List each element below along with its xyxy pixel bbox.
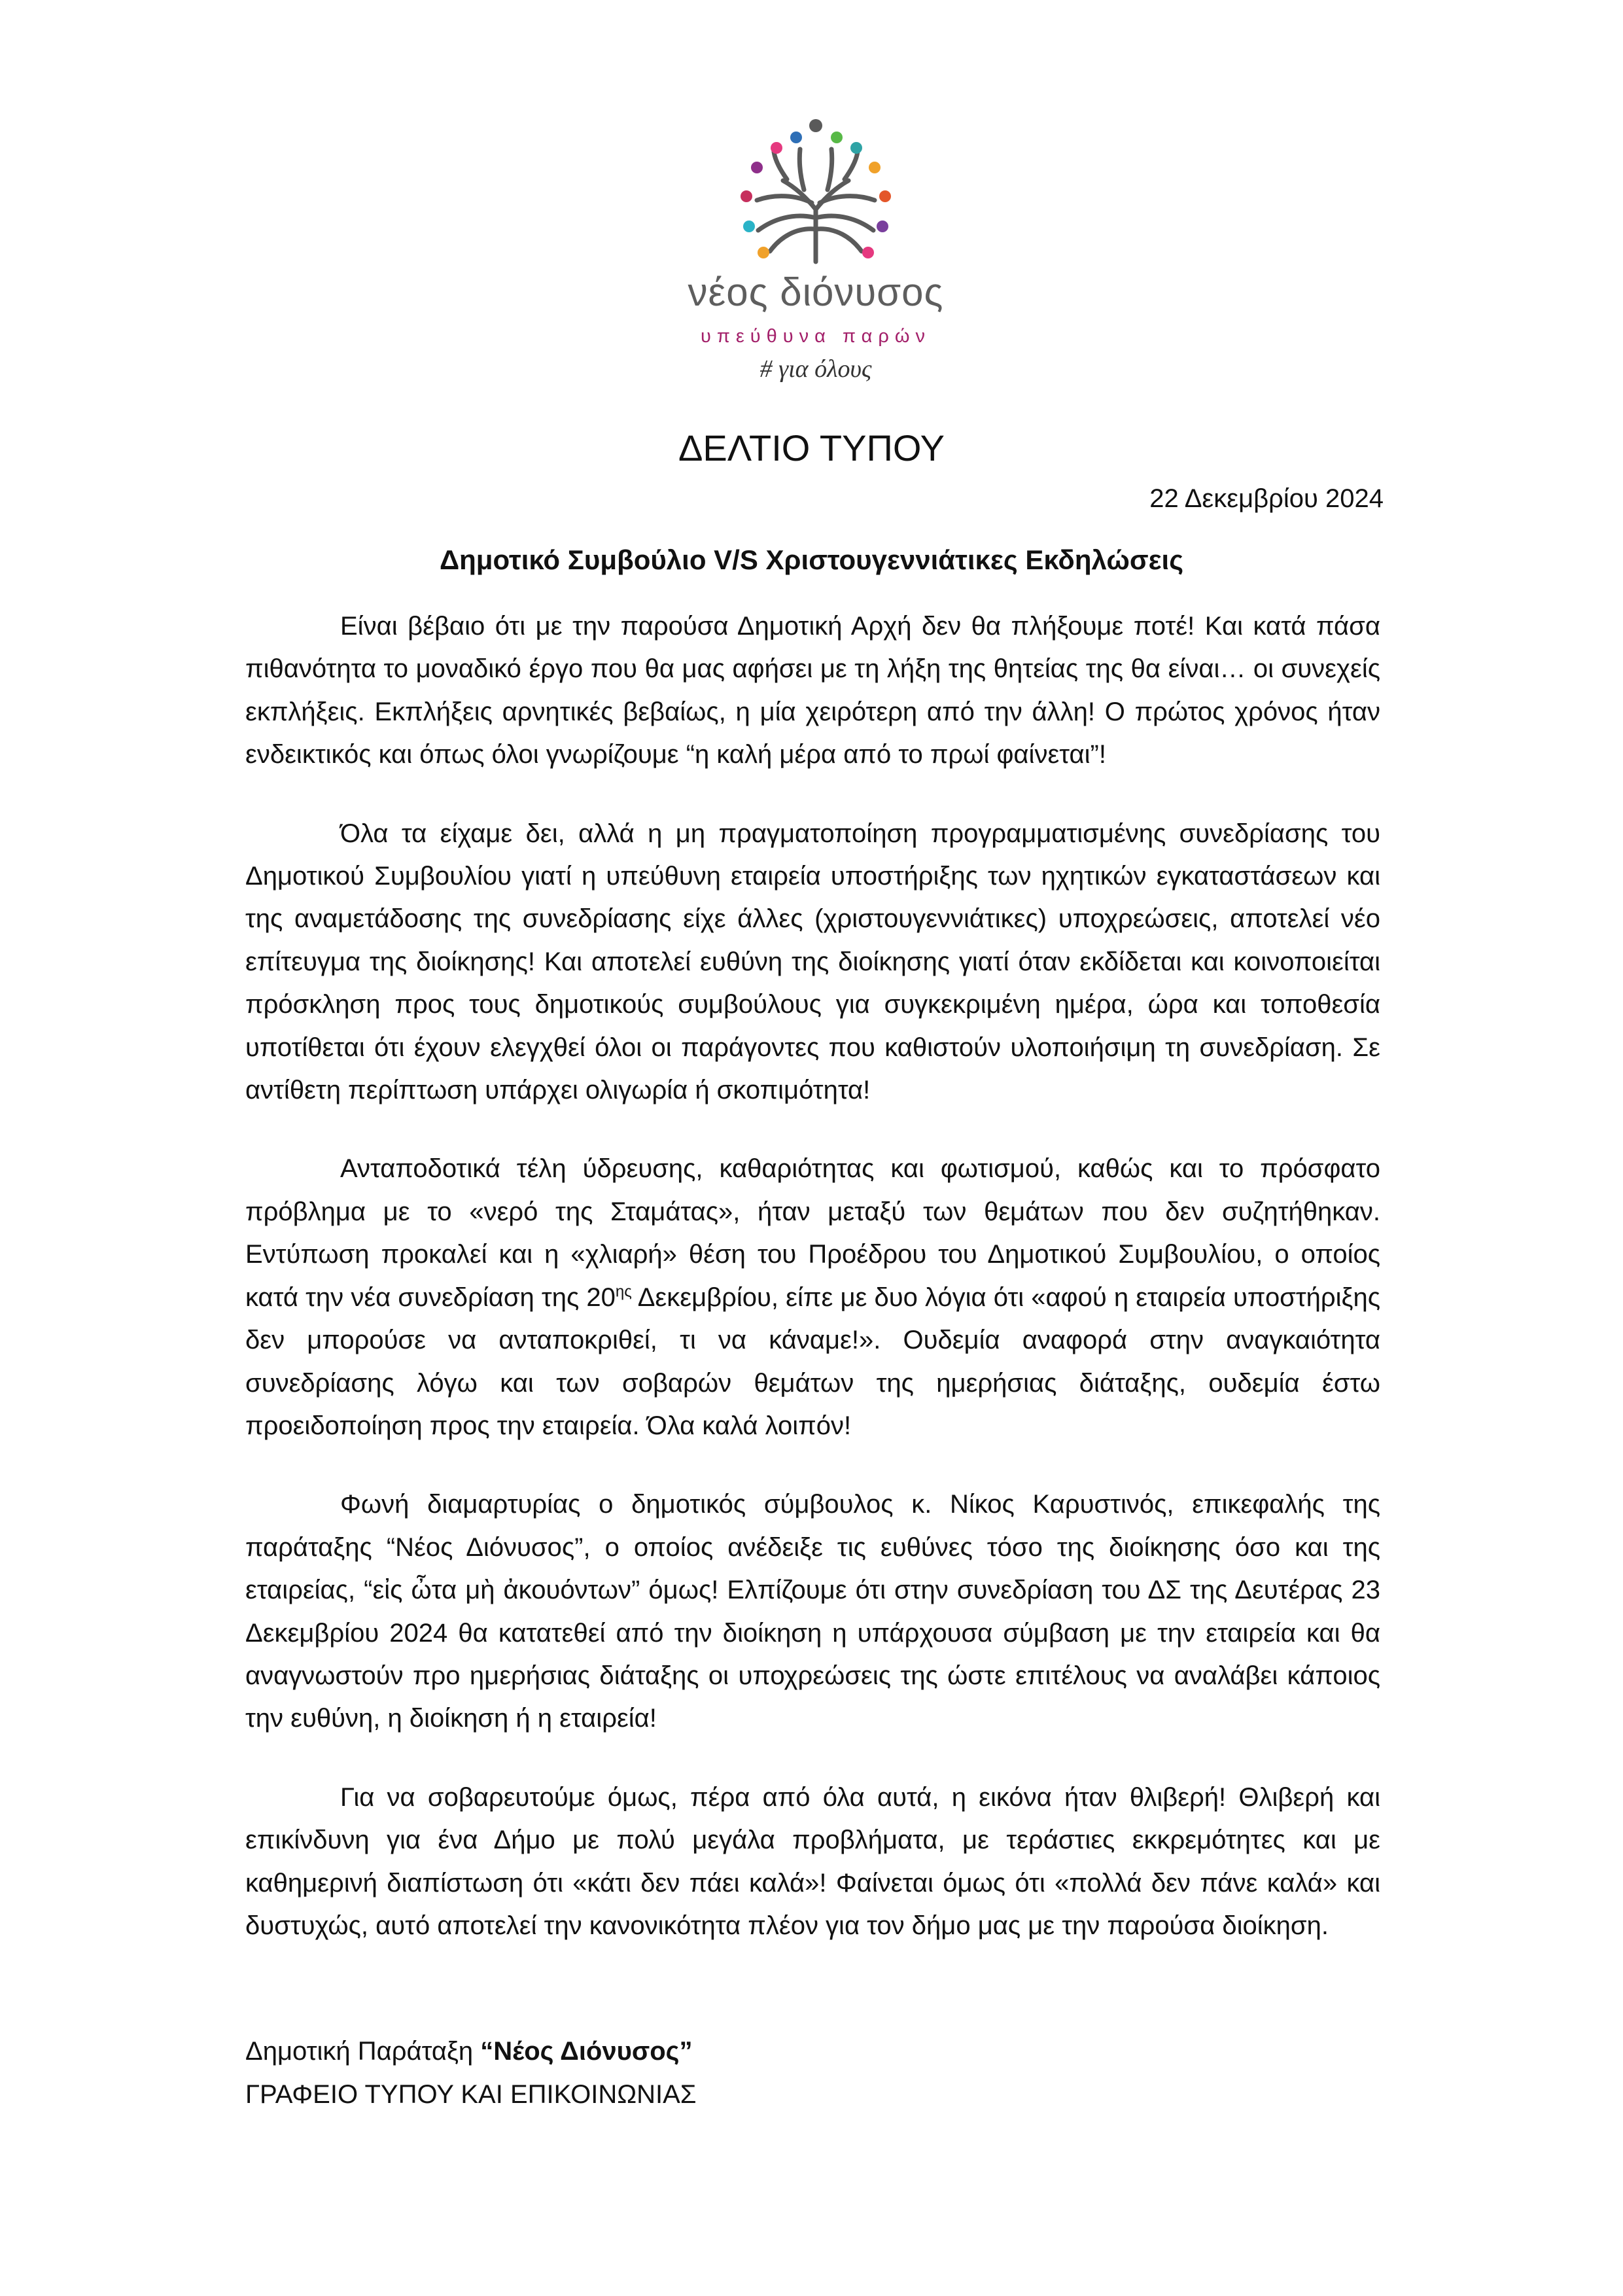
signature-line — [245, 2030, 697, 2073]
body-paragraph: Για να σοβαρευτούμε όμως, πέρα από όλα αυτά, η εικόνα ήταν θλιβερή! Θλιβερή και επικίνδυνη για ένα Δήμο με πολύ μεγάλα προβλήματα, με τεράστιες εκκρεμότητες και με καθημερινή διαπίστωση ότι «κάτι δεν πάει καλά»! Φαίνεται όμως ότι «πολλά δεν πάνε καλά» και δυστυχώς, αυτό αποτελεί την κανονικότητα πλέον για τον δήμο μας με την παρούσα διοίκηση. — [245, 1782, 1380, 1940]
paragraph-text-before: Ανταποδοτικά τέλη ύδρευσης, καθαριότητας και φωτισμού, καθώς και το πρόσφατο πρόβλημα με το «νερό της Σταμάτας», ήταν μεταξύ των θεμάτων που δεν συζητήθηκαν. Εντύπωση προκαλεί και η «χλιαρή» θέση του Προέδρου του Δημοτικού Συμβουλίου, ο οποίος κατά την νέα συνεδρίαση της 20 — [245, 1154, 1380, 1312]
logo-hashtag: # για όλους — [759, 355, 872, 383]
body-paragraph: Όλα τα είχαμε δει, αλλά η μη πραγματοποίηση προγραμματισμένης συνεδρίασης του Δημοτικού Συμβουλίου γιατί η υπεύθυνη εταιρεία υποστήριξης των ηχητικών εγκαταστάσεων και της αναμετάδοσης της συνεδρίασης είχε άλλες (χριστουγεννιάτικες) υποχρεώσεις, αποτελεί νέο επίτευγμα της διοίκησης! Και αποτελεί ευθύνη της διοίκησης γιατί όταν εκδίδεται και κοινοποιείται πρόσκληση προς τους δημοτικούς συμβούλους για συγκεκριμένη ημέρα, ώρα και τοποθεσία υποτίθεται ότι έχουν ελεγχθεί όλοι οι παράγοντες που καθιστούν υλοποιήσιμη τη συνεδρίαση. Σε αντίθετη περίπτωση υπάρχει ολιγωρία ή σκοπιμότητα! — [245, 819, 1380, 1105]
document-title: ΔΕΛΤΙΟ ΤΥΠΟΥ — [678, 427, 945, 468]
logo-name: νέος διόνυσος — [688, 270, 944, 314]
signature-prefix: Δημοτική Παράταξη — [245, 2037, 481, 2066]
logo-tagline: υπεύθυνα παρών — [701, 326, 931, 347]
body-paragraph: Είναι βέβαιο ότι με την παρούσα Δημοτική Αρχή δεν θα πλήξουμε ποτέ! Και κατά πάσα πιθανότητα το μοναδικό έργο που θα μας αφήσει με τη λήξη της θητείας της θα είναι… οι συνεχείς εκπλήξεις. Εκπλήξεις αρνητικές βεβαίως, η μία χειρότερη από την άλλη! Ο πρώτος χρόνος ήταν ενδεικτικός και όπως όλοι γνωρίζουμε “η καλή μέρα από το πρωί φαίνεται”! — [245, 612, 1380, 769]
tree-emblem-icon — [665, 98, 966, 268]
document-date: 22 Δεκεμβρίου 2024 — [1149, 484, 1384, 513]
document-subject: Δημοτικό Συμβούλιο V/S Χριστουγεννιάτικες Εκδηλώσεις — [439, 544, 1184, 575]
body-paragraph: Φωνή διαμαρτυρίας ο δημοτικός σύμβουλος κ. Νίκος Καρυστινός, επικεφαλής της παράταξης “Νέος Διόνυσος”, ο οποίος ανέδειξε τις ευθύνες τόσο της διοίκησης όσο και της εταιρείας, “εἰς ὦτα μὴ ἀκουόντων” όμως! Ελπίζουμε ότι στην συνεδρίαση του ΔΣ της Δευτέρας 23 Δεκεμβρίου 2024 θα κατατεθεί από την διοίκηση η υπάρχουσα σύμβαση με την εταιρεία και θα αναγνωστούν προ ημερήσιας διάταξης οι υποχρεώσεις της ώστε επιτέλους να αναλάβει κάποιος την ευθύνη, η διοίκηση ή η εταιρεία! — [245, 1490, 1380, 1733]
ordinal-suffix: ης — [615, 1282, 632, 1301]
signature-block — [245, 2030, 697, 2116]
body-paragraph — [245, 1148, 1380, 1447]
organization-logo — [665, 98, 966, 406]
press-office: ΓΡΑΦΕΙΟ ΤΥΠΟΥ ΚΑΙ ΕΠΙΚΟΙΝΩΝΙΑΣ — [245, 2080, 697, 2109]
party-name: “Νέος Διόνυσος” — [480, 2037, 693, 2066]
document-body — [245, 605, 1380, 1983]
paragraph-text-after: Δεκεμβρίου, είπε με δυο λόγια ότι «αφού η εταιρεία υποστήριξης δεν μπορούσε να ανταποκριθεί, τι να κάναμε!». Ουδεμία αναφορά στην αναγκαιότητα συνεδρίασης λόγω και των σοβαρών θεμάτων της ημερήσιας διάταξης, ουδεμία έστω προειδοποίηση προς την εταιρεία. Όλα καλά λοιπόν! — [245, 1282, 1380, 1440]
